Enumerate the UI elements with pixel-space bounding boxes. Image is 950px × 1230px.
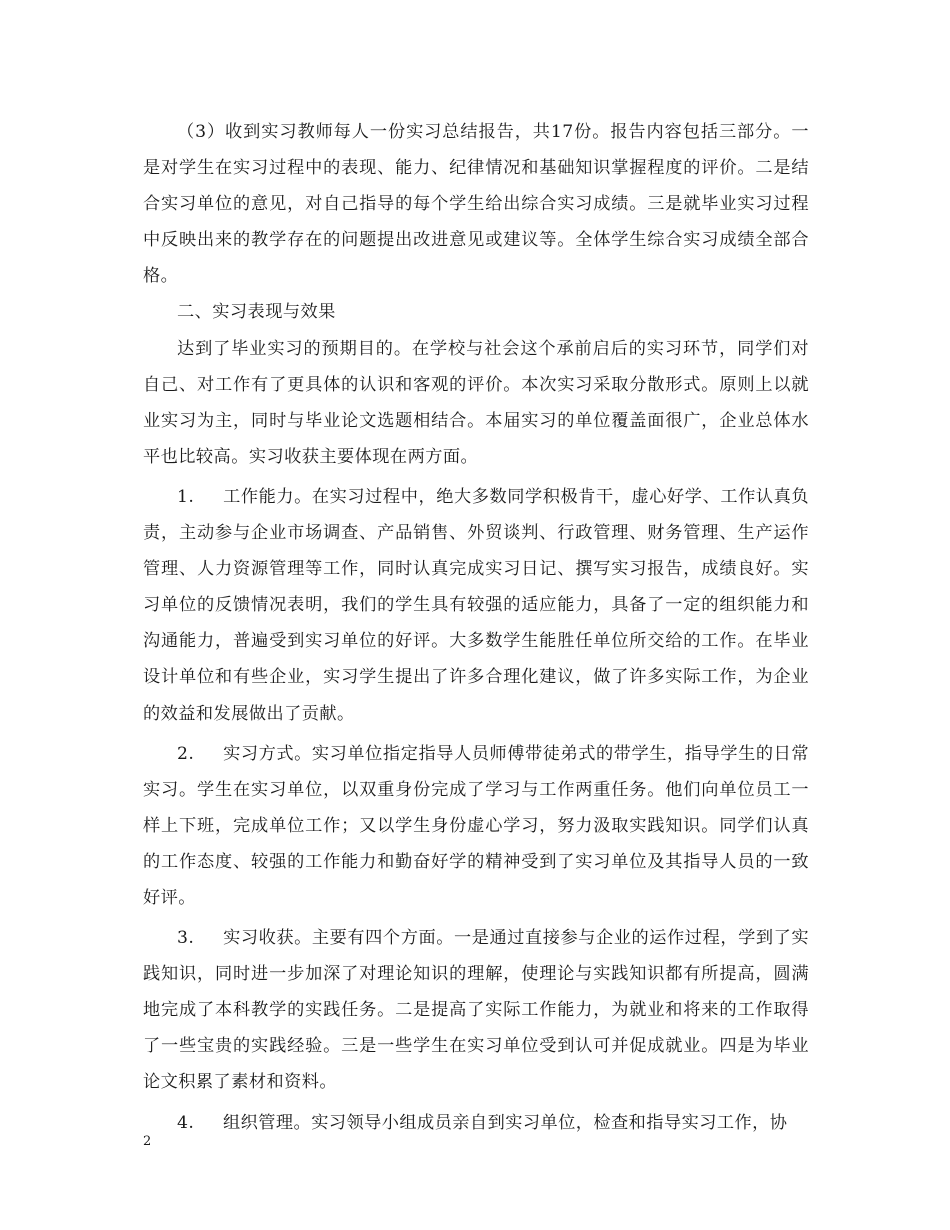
list-item-text: 实习方式。实习单位指定指导人员师傅带徒弟式的带学生，指导学生的日常实习。学生在实习单位，以双重身份完成了学习与工作两重任务。他们向单位员工一样上下班，完成单位工作；又以学生身份虚心学习，努力汲取实践知识。同学们认真的工作态度、较强的工作能力和勤奋好学的精神受到了实习单位及其指导人员的一致好评。 [143, 743, 809, 908]
list-item-text: 工作能力。在实习过程中，绝大多数同学积极肯干，虚心好学、工作认真负责，主动参与企业市场调查、产品销售、外贸谈判、行政管理、财务管理、生产运作管理、人力资源管理等工作，同时认真完成实习日记、撰写实习报告，成绩良好。实习单位的反馈情况表明，我们的学生具有较强的适应能力，具备了一定的组织能力和沟通能力，普遍受到实习单位的好评。大多数学生能胜任单位所交给的工作。在毕业设计单位和有些企业，实习学生提出了许多合理化建议，做了许多实际工作，为企业的效益和发展做出了贡献。 [143, 486, 809, 724]
document-body [143, 114, 809, 1141]
section-heading: 二、实习表现与效果 [177, 302, 336, 323]
page-number: 2 [143, 1134, 152, 1149]
list-item-number: 1. [177, 486, 195, 507]
paragraph-report-summary: （3）收到实习教师每人一份实习总结报告，共17份。报告内容包括三部分。一是对学生在实习过程中的表现、能力、纪律情况和基础知识掌握程度的评价。二是结合实习单位的意见，对自己指导的每个学生给出综合实习成绩。三是就毕业实习过程中反映出来的教学存在的问题提出改进意见或建议等。全体学生综合实习成绩全部合格。 [143, 122, 809, 287]
list-item-number: 4. [177, 1112, 195, 1133]
list-item-number: 3. [177, 928, 195, 949]
paragraph-intro: 达到了毕业实习的预期目的。在学校与社会这个承前启后的实习环节，同学们对自己、对工作有了更具体的认识和客观的评价。本次实习采取分散形式。原则上以就业实习为主，同时与毕业论文选题相结合。本届实习的单位覆盖面很广，企业总体水平也比较高。实习收获主要体现在两方面。 [143, 338, 809, 467]
list-item-organization [143, 1105, 809, 1141]
list-item-text: 组织管理。实习领导小组成员亲自到实习单位，检查和指导实习工作，协 [223, 1112, 788, 1133]
list-item-number: 2. [177, 743, 195, 764]
list-item-work-ability [143, 479, 809, 732]
list-item-internship-mode [143, 736, 809, 916]
list-item-internship-gains [143, 920, 809, 1100]
list-item-text: 实习收获。主要有四个方面。一是通过直接参与企业的运作过程，学到了实践知识，同时进一步加深了对理论知识的理解，使理论与实践知识都有所提高，圆满地完成了本科教学的实践任务。二是提高了实际工作能力，为就业和将来的工作取得了一些宝贵的实践经验。三是一些学生在实习单位受到认可并促成就业。四是为毕业论文积累了素材和资料。 [143, 928, 809, 1093]
